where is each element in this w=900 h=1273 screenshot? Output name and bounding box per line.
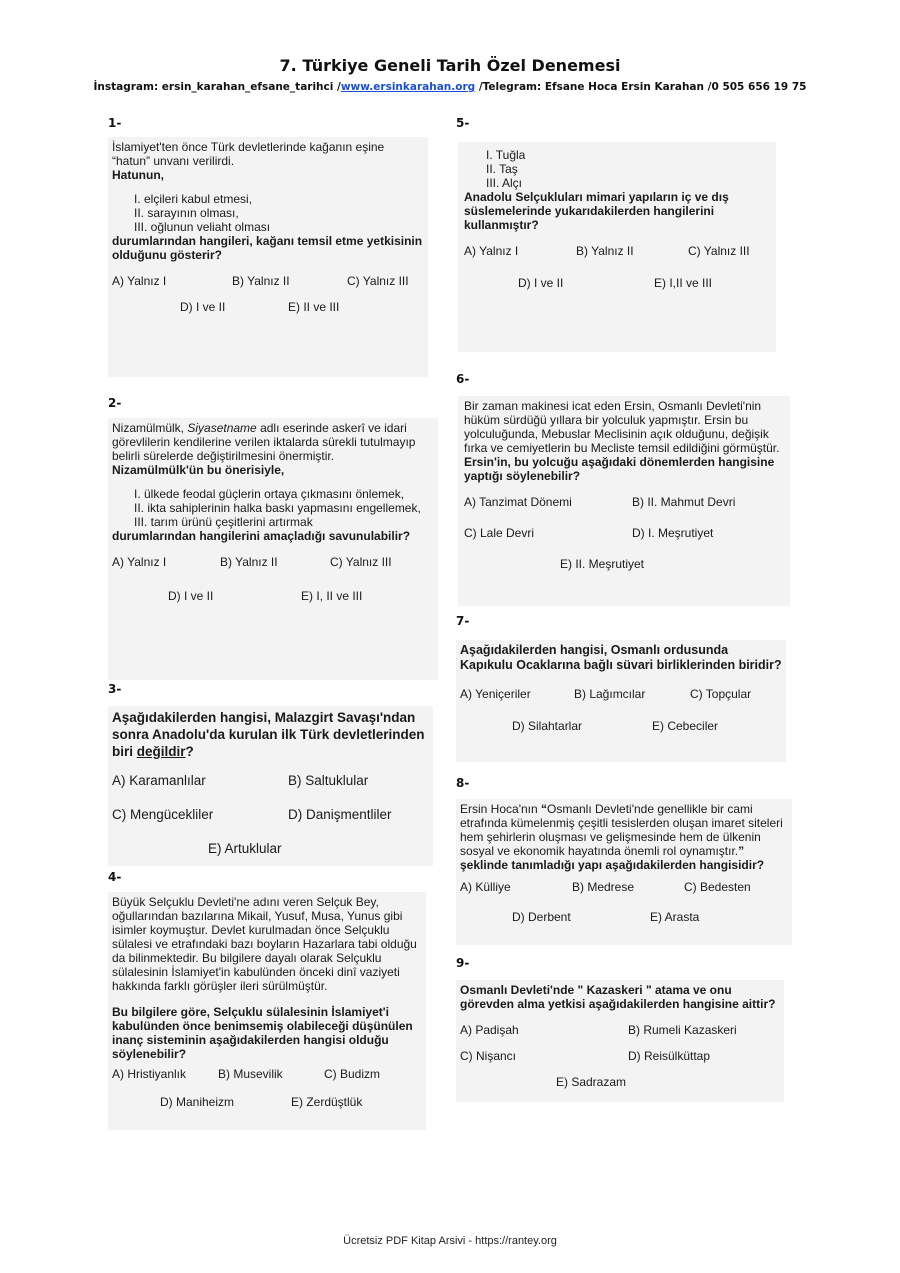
q6-option-a[interactable]: A) Tanzimat Dönemi	[464, 495, 572, 509]
q1-option-e[interactable]: E) II ve III	[288, 300, 340, 314]
q8-option-b[interactable]: B) Medrese	[572, 880, 635, 894]
q1-item-1: I. elçileri kabul etmesi,	[134, 192, 253, 206]
q2-option-d[interactable]: D) I ve II	[168, 589, 214, 603]
website-link[interactable]: www.ersinkarahan.org	[340, 81, 476, 93]
page-header	[0, 56, 900, 93]
q2-option-c[interactable]: C) Yalnız III	[330, 555, 392, 569]
question-7	[456, 640, 786, 762]
q2-option-a[interactable]: A) Yalnız I	[112, 555, 167, 569]
q6-option-c[interactable]: C) Lale Devri	[464, 526, 535, 540]
question-8	[456, 799, 792, 945]
q6-question: Ersin'in, bu yolcuğu aşağıdaki dönemlerden hangisine yaptığı söylenebilir?	[464, 455, 775, 483]
q5-item-2: II. Taş	[486, 162, 518, 176]
q5-option-c[interactable]: C) Yalnız III	[688, 244, 750, 258]
q3-question	[112, 709, 429, 760]
q4-number: 4-	[108, 870, 122, 884]
q6-number: 6-	[456, 372, 470, 386]
page-title: 7. Türkiye Geneli Tarih Özel Denemesi	[279, 56, 621, 75]
q2-lead: Nizamülmülk'ün bu önerisiyle,	[112, 463, 285, 477]
q2-option-e[interactable]: E) I, II ve III	[301, 589, 363, 603]
page-footer: Ücretsiz PDF Kitap Arsivi - https://rantey.org	[343, 1235, 557, 1247]
q3-option-c[interactable]: C) Mengücekliler	[112, 807, 214, 822]
q1-option-c[interactable]: C) Yalnız III	[347, 274, 409, 288]
q8-stem	[460, 802, 788, 872]
q5-option-a[interactable]: A) Yalnız I	[464, 244, 519, 258]
q4-question: Bu bilgilere göre, Selçuklu sülalesinin İslamiyet'i kabulünden önce benimsemiş olabileceği düşünülen inanç sisteminin aşağıdakilerden hangisi olduğu söylenebilir?	[112, 1005, 413, 1061]
q7-option-d[interactable]: D) Silahtarlar	[512, 719, 583, 733]
q8-option-a[interactable]: A) Külliye	[460, 880, 511, 894]
contact-suffix: /Telegram: Efsane Hoca Ersin Karahan /0 505 656 19 75	[475, 81, 807, 93]
q3-question-pre: Aşağıdakilerden hangisi, Malazgirt Savaşı'ndan sonra Anadolu'da kurulan ilk Türk devletlerinden biri	[112, 710, 425, 759]
q5-number: 5-	[456, 116, 470, 130]
q1-lead: Hatunun,	[112, 168, 164, 182]
q3-option-b[interactable]: B) Saltuklular	[288, 773, 369, 788]
q2-option-b[interactable]: B) Yalnız II	[220, 555, 278, 569]
q8-number: 8-	[456, 776, 470, 790]
q5-option-d[interactable]: D) I ve II	[518, 276, 564, 290]
q5-option-b[interactable]: B) Yalnız II	[576, 244, 634, 258]
q7-option-e[interactable]: E) Cebeciler	[652, 719, 719, 733]
question-2	[108, 418, 438, 680]
q4-option-b[interactable]: B) Musevilik	[218, 1067, 283, 1081]
q7-question: Aşağıdakilerden hangisi, Osmanlı ordusunda Kapıkulu Ocaklarına bağlı süvari birliklerinden biridir?	[460, 643, 782, 672]
q2-stem-pre: Nizamülmülk,	[112, 421, 188, 435]
contact-prefix: İnstagram: ersin_karahan_efsane_tarihci /	[93, 81, 341, 93]
question-3	[108, 706, 433, 866]
q3-option-a[interactable]: A) Karamanlılar	[112, 773, 206, 788]
q9-option-d[interactable]: D) Reisülküttap	[628, 1049, 711, 1063]
q2-item-3: III. tarım ürünü çeşitlerini artırmak	[134, 515, 313, 529]
q3-option-e[interactable]: E) Artuklular	[208, 841, 282, 856]
question-5	[458, 142, 776, 352]
q2-stem-post: adlı eserinde askerî ve idari görevlilerin kendilerine verilen iktalarda sürekli tutulmayıp belirli sürelerde değiştirilmesini önermiştir.	[112, 421, 416, 463]
q8-option-e[interactable]: E) Arasta	[650, 910, 700, 924]
q2-stem	[112, 421, 434, 463]
q4-option-e[interactable]: E) Zerdüştlük	[291, 1095, 363, 1109]
q3-question-post: ?	[185, 744, 194, 759]
q3-option-d[interactable]: D) Danişmentliler	[288, 807, 392, 822]
q8-question: ” şeklinde tanımladığı yapı aşağıdakilerden hangisidir?	[460, 844, 765, 872]
q3-question-negation: değildir	[136, 744, 186, 759]
q6-option-d[interactable]: D) I. Meşrutiyet	[632, 526, 714, 540]
q4-stem: Büyük Selçuklu Devleti'ne adını veren Selçuk Bey, oğullarından bazılarına Mikail, Yusuf, Musa, Yunus gibi isimler koymuştur. Devlet kurulmadan önce Selçuklu sülalesi ve etrafındaki bazı boyların Hazarlara tabi olduğu da bilinmektedir. Bu bilgilere dayalı olarak Selçuklu sülalesinin İslamiyet'in kabulünden önceki dinî vaziyeti hakkında farklı görüşler ileri sürülmüştür.	[112, 895, 417, 993]
q1-item-3: III. oğlunun veliaht olması	[134, 220, 271, 234]
q7-option-a[interactable]: A) Yeniçeriler	[460, 687, 531, 701]
q1-option-d[interactable]: D) I ve II	[180, 300, 226, 314]
q9-option-e[interactable]: E) Sadrazam	[556, 1075, 627, 1089]
q7-option-c[interactable]: C) Topçular	[690, 687, 752, 701]
q8-stem-pre: Ersin Hoca'nın	[460, 802, 541, 816]
q2-item-2: II. ikta sahiplerinin halka baskı yapmasını engellemek,	[134, 501, 421, 515]
q1-question: durumlarından hangileri, kağanı temsil etme yetkisinin olduğunu gösterir?	[112, 234, 423, 262]
q1-item-2: II. sarayının olması,	[134, 206, 239, 220]
q9-question: Osmanlı Devleti'nde " Kazaskeri " atama ve onu görevden alma yetkisi aşağıdakilerden hangisine aittir?	[460, 983, 776, 1011]
q1-option-b[interactable]: B) Yalnız II	[232, 274, 290, 288]
q9-option-c[interactable]: C) Nişancı	[460, 1049, 517, 1063]
question-1	[108, 137, 428, 377]
contact-line	[0, 81, 900, 93]
q6-option-e[interactable]: E) II. Meşrutiyet	[560, 557, 645, 571]
q2-item-1: I. ülkede feodal güçlerin ortaya çıkmasını önlemek,	[134, 487, 405, 501]
question-9	[456, 980, 784, 1102]
q6-option-b[interactable]: B) II. Mahmut Devri	[632, 495, 736, 509]
q6-stem: Bir zaman makinesi icat eden Ersin, Osmanlı Devleti'nin hüküm sürdüğü yıllara bir yolculuk yapmıştır. Ersin bu yolculuğunda, Mebuslar Meclisinin açık olduğunu, değişik fırka ve cemiyetlerin bu Mecliste temsil edildiğini görmüştür.	[464, 399, 780, 455]
q3-number: 3-	[108, 682, 122, 696]
q1-stem: İslamiyet'ten önce Türk devletlerinde kağanın eşine “hatun” unvanı verilirdi.	[112, 140, 385, 168]
q9-number: 9-	[456, 956, 470, 970]
q8-option-c[interactable]: C) Bedesten	[684, 880, 751, 894]
question-6	[458, 396, 790, 606]
q7-number: 7-	[456, 614, 470, 628]
q9-option-b[interactable]: B) Rumeli Kazaskeri	[628, 1023, 737, 1037]
q4-option-a[interactable]: A) Hristiyanlık	[112, 1067, 187, 1081]
question-4	[108, 892, 426, 1130]
q5-option-e[interactable]: E) I,II ve III	[654, 276, 713, 290]
q2-number: 2-	[108, 396, 122, 410]
q5-item-3: III. Alçı	[486, 176, 523, 190]
q7-option-b[interactable]: B) Lağımcılar	[574, 687, 646, 701]
q5-item-1: I. Tuğla	[486, 148, 526, 162]
q8-stem-quote: Osmanlı Devleti'nde genellikle bir cami etrafında kümelenmiş çeşitli tesislerden oluşan imaret siteleri hem şehirlerin oluşması ve gelişmesinde hem de ülkenin sosyal ve ekonomik hayatında önemli rol oynamıştır.	[460, 802, 783, 858]
q1-number: 1-	[108, 116, 122, 130]
q4-option-d[interactable]: D) Maniheizm	[160, 1095, 235, 1109]
q8-quote-open: “	[541, 802, 547, 816]
q1-option-a[interactable]: A) Yalnız I	[112, 274, 167, 288]
q2-question: durumlarından hangilerini amaçladığı savunulabilir?	[112, 529, 411, 543]
q2-stem-book-title: Siyasetname	[187, 421, 257, 435]
q8-option-d[interactable]: D) Derbent	[512, 910, 571, 924]
q9-option-a[interactable]: A) Padişah	[460, 1023, 519, 1037]
q5-question: Anadolu Selçukluları mimari yapıların iç ve dış süslemelerinde yukarıdakilerden hangilerini kullanmıştır?	[464, 190, 729, 232]
q4-option-c[interactable]: C) Budizm	[324, 1067, 381, 1081]
